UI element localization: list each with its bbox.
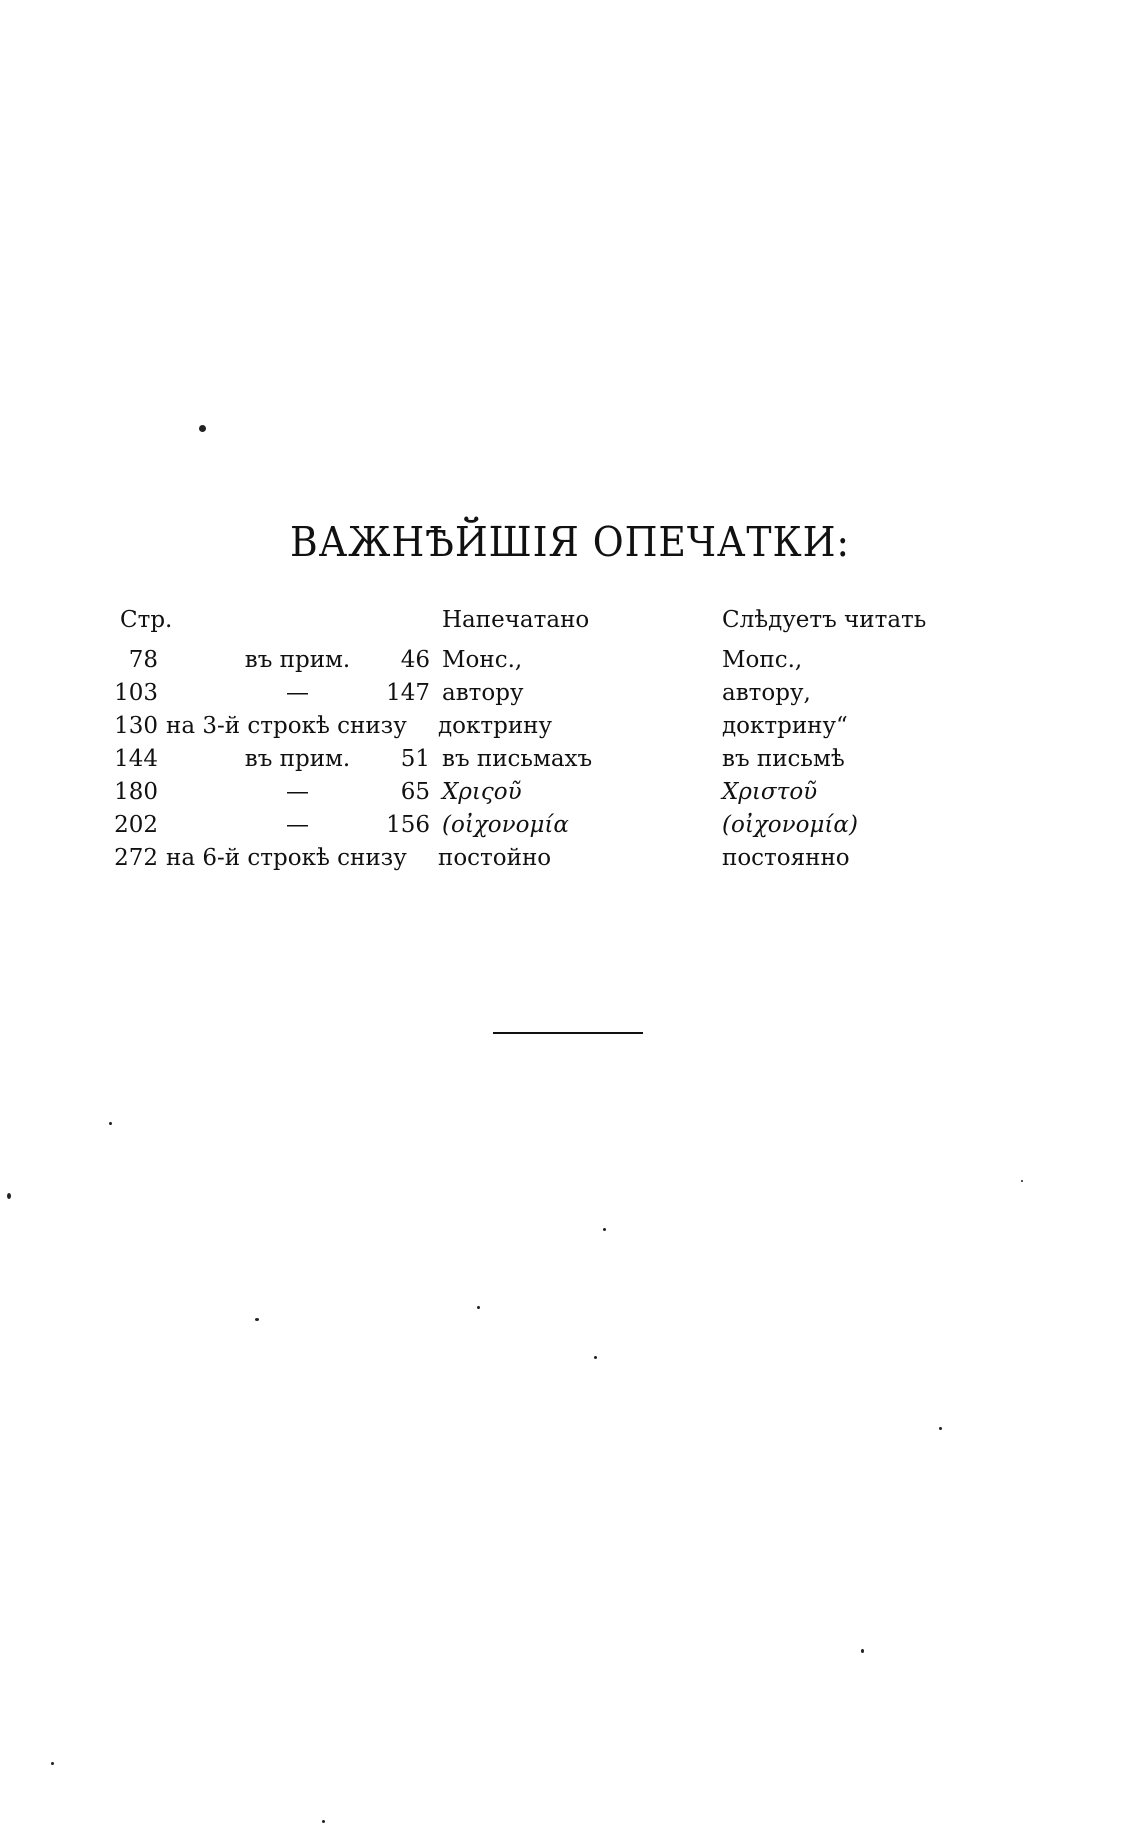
row-line: 147 — [386, 680, 430, 706]
scan-speck — [322, 1820, 325, 1823]
row-page: 130 — [114, 713, 158, 739]
row-printed: въ письмахъ — [442, 746, 593, 772]
scan-speck — [603, 1228, 606, 1231]
row-read: доктрину“ — [722, 713, 848, 739]
row-location: на 6-й строкѣ снизу — [166, 845, 407, 871]
row-location: — — [286, 779, 309, 805]
scan-speck — [109, 1122, 112, 1125]
scan-speck — [861, 1649, 864, 1653]
scan-speck — [255, 1318, 259, 1321]
row-page: 78 — [128, 647, 158, 673]
scan-speck — [1021, 1180, 1023, 1182]
header-page: Стр. — [120, 607, 173, 633]
row-line: 65 — [400, 779, 430, 805]
row-read: въ письмѣ — [722, 746, 845, 772]
row-read: постоянно — [722, 845, 850, 871]
row-location: въ прим. — [244, 647, 351, 673]
row-read: (οἰχονομία) — [722, 812, 858, 838]
row-location: на 3-й строкѣ снизу — [166, 713, 407, 739]
scan-speck — [939, 1427, 942, 1430]
header-printed: Напечатано — [442, 607, 590, 633]
scan-speck — [199, 425, 206, 432]
row-printed: доктрину — [438, 713, 553, 739]
row-page: 272 — [114, 845, 158, 871]
row-location: — — [286, 680, 309, 706]
row-read: Мопс., — [722, 647, 803, 673]
row-printed: (οἰχονομία — [442, 812, 569, 838]
row-location: въ прим. — [244, 746, 351, 772]
row-page: 144 — [114, 746, 158, 772]
row-page: 202 — [114, 812, 158, 838]
row-page: 180 — [114, 779, 158, 805]
row-read: автору, — [722, 680, 811, 706]
row-page: 103 — [114, 680, 158, 706]
scan-speck — [594, 1356, 597, 1359]
row-line: 46 — [400, 647, 430, 673]
row-read: Χριστοῦ — [722, 779, 818, 805]
scan-speck — [477, 1306, 480, 1309]
row-line: 156 — [386, 812, 430, 838]
row-location: — — [286, 812, 309, 838]
section-divider — [493, 1032, 643, 1034]
row-printed: постойно — [438, 845, 552, 871]
row-printed: Монс., — [442, 647, 523, 673]
header-read: Слѣдуетъ читать — [722, 607, 927, 633]
row-printed: автору — [442, 680, 524, 706]
scan-speck — [7, 1193, 11, 1199]
scan-speck — [51, 1762, 54, 1765]
row-line: 51 — [400, 746, 430, 772]
row-printed: Χριςοῦ — [442, 779, 522, 805]
page-title: ВАЖНѢЙШІЯ ОПЕЧАТКИ: — [289, 518, 851, 566]
